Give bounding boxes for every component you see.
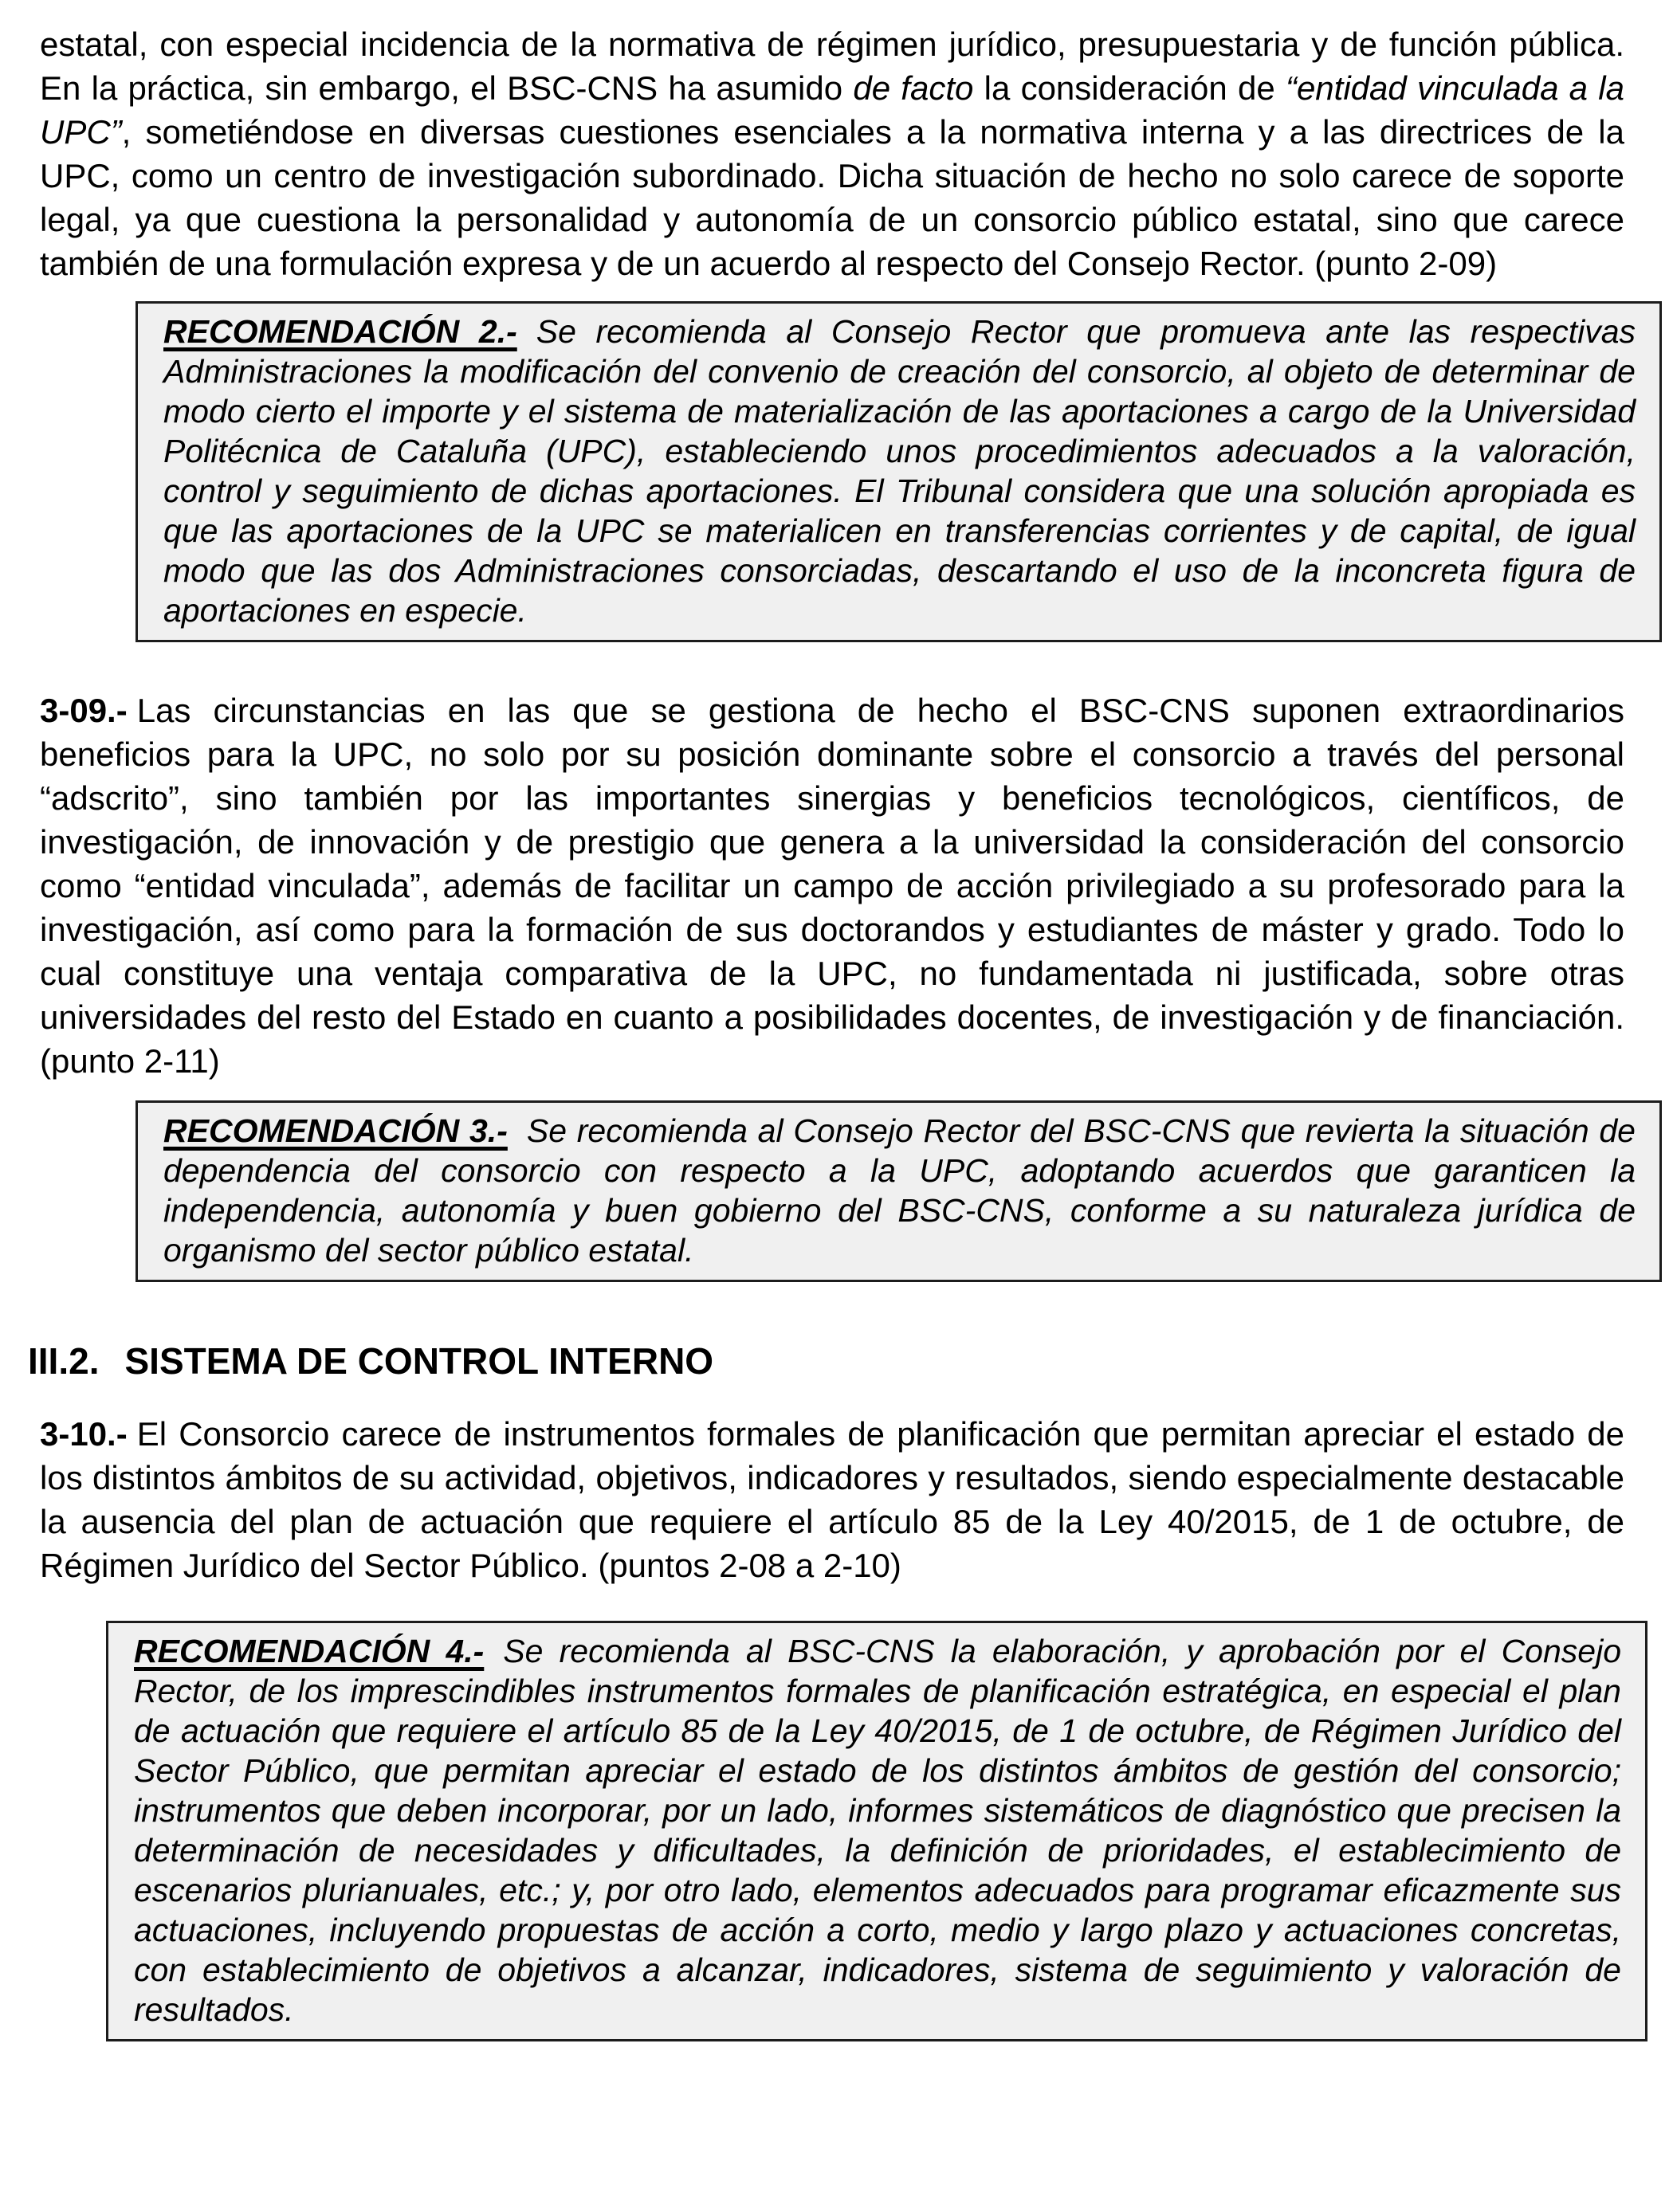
text-run: , sometiéndose en diversas cuestiones esenciales a la normativa interna y a las directrices de la UPC, como un centro de investigación subordinado. Dicha situación de hecho no solo carece de soporte legal, ya que cuestiona la personalidad y autonomía de un consorcio público estatal, sino que carece también de una formulación expresa y de un acuerdo al respecto del Consejo Rector. (punto 2-09)	[40, 113, 1624, 282]
recommendation-3-box	[135, 1100, 1662, 1282]
paragraph-3-10	[40, 1412, 1624, 1587]
paragraph-3-09	[40, 688, 1624, 1083]
recommendation-4-label: RECOMENDACIÓN 4.-	[134, 1633, 485, 1669]
recommendation-4-box	[106, 1621, 1647, 2041]
recommendation-3-body: Se recomienda al Consejo Rector del BSC-CNS que revierta la situación de dependencia del consorcio con respecto a la UPC, adoptando acuerdos que garanticen la independencia, autonomía y buen gobierno del BSC-CNS, conforme a su naturaleza jurídica de organismo del sector público estatal.	[163, 1112, 1636, 1269]
text-run: estatal, con especial incidencia de la normativa de régimen jurídico, presupuestaria y de función pública. En la práctica, sin embargo, el BSC-CNS ha asumido	[40, 25, 1624, 107]
recommendation-2-box	[135, 301, 1662, 642]
text-run: la consideración de	[973, 69, 1286, 107]
paragraph-3-09-body: Las circunstancias en las que se gestiona de hecho el BSC-CNS suponen extraordinarios beneficios para la UPC, no solo por su posición dominante sobre el consorcio a través del personal “adscrito”, sino también por las importantes sinergias y beneficios tecnológicos, científicos, de investigación, de innovación y de prestigio que genera a la universidad la consideración del consorcio como “entidad vinculada”, además de facilitar un campo de acción privilegiado a su profesorado para la investigación, así como para la formación de sus doctorandos y estudiantes de máster y grado. Todo lo cual constituye una ventaja comparativa de la UPC, no fundamentada ni justificada, sobre otras universidades del resto del Estado en cuanto a posibilidades docentes, de investigación y de financiación. (punto 2-11)	[40, 692, 1624, 1080]
recommendation-4-body: Se recomienda al BSC-CNS la elaboración, y aprobación por el Consejo Rector, de los imprescindibles instrumentos formales de planificación estratégica, en especial el plan de actuación que requiere el artículo 85 de la Ley 40/2015, de 1 de octubre, de Régimen Jurídico del Sector Público, que permitan apreciar el estado de los distintos ámbitos de gestión del consorcio; instrumentos que deben incorporar, por un lado, informes sistemáticos de diagnóstico que precisen la determinación de necesidades y dificultades, la definición de prioridades, el establecimiento de escenarios plurianuales, etc.; y, por otro lado, elementos adecuados para programar eficazmente sus actuaciones, incluyendo propuestas de acción a corto, medio y largo plazo y actuaciones concretas, con establecimiento de objetivos a alcanzar, indicadores, sistema de seguimiento y valoración de resultados.	[134, 1633, 1621, 2028]
recommendation-2-body: Se recomienda al Consejo Rector que promueva ante las respectivas Administraciones la modificación del convenio de creación del consorcio, al objeto de determinar de modo cierto el importe y el sistema de materialización de las aportaciones a cargo de la Universidad Politécnica de Cataluña (UPC), estableciendo unos procedimientos adecuados a la valoración, control y seguimiento de dichas aportaciones. El Tribunal considera que una solución apropiada es que las aportaciones de la UPC se materialicen en transferencias corrientes y de capital, de igual modo que las dos Administraciones consorciadas, descartando el uso de la inconcreta figura de aportaciones en especie.	[163, 313, 1636, 629]
paragraph-3-09-label: 3-09.-	[40, 692, 128, 729]
section-heading-title: SISTEMA DE CONTROL INTERNO	[124, 1340, 714, 1382]
intro-paragraph	[40, 22, 1624, 285]
text-run: “entidad vinculada a la UPC”	[40, 69, 1624, 151]
text-run: de facto	[853, 69, 974, 107]
recommendation-3-label: RECOMENDACIÓN 3.-	[163, 1112, 508, 1149]
section-heading	[28, 1339, 1624, 1383]
paragraph-3-10-body: El Consorcio carece de instrumentos formales de planificación que permitan apreciar el estado de los distintos ámbitos de su actividad, objetivos, indicadores y resultados, siendo especialmente destacable la ausencia del plan de actuación que requiere el artículo 85 de la Ley 40/2015, de 1 de octubre, de Régimen Jurídico del Sector Público. (puntos 2-08 a 2-10)	[40, 1415, 1624, 1584]
paragraph-3-10-label: 3-10.-	[40, 1415, 128, 1453]
section-heading-number: III.2.	[28, 1340, 100, 1382]
recommendation-2-label: RECOMENDACIÓN 2.-	[163, 313, 517, 350]
